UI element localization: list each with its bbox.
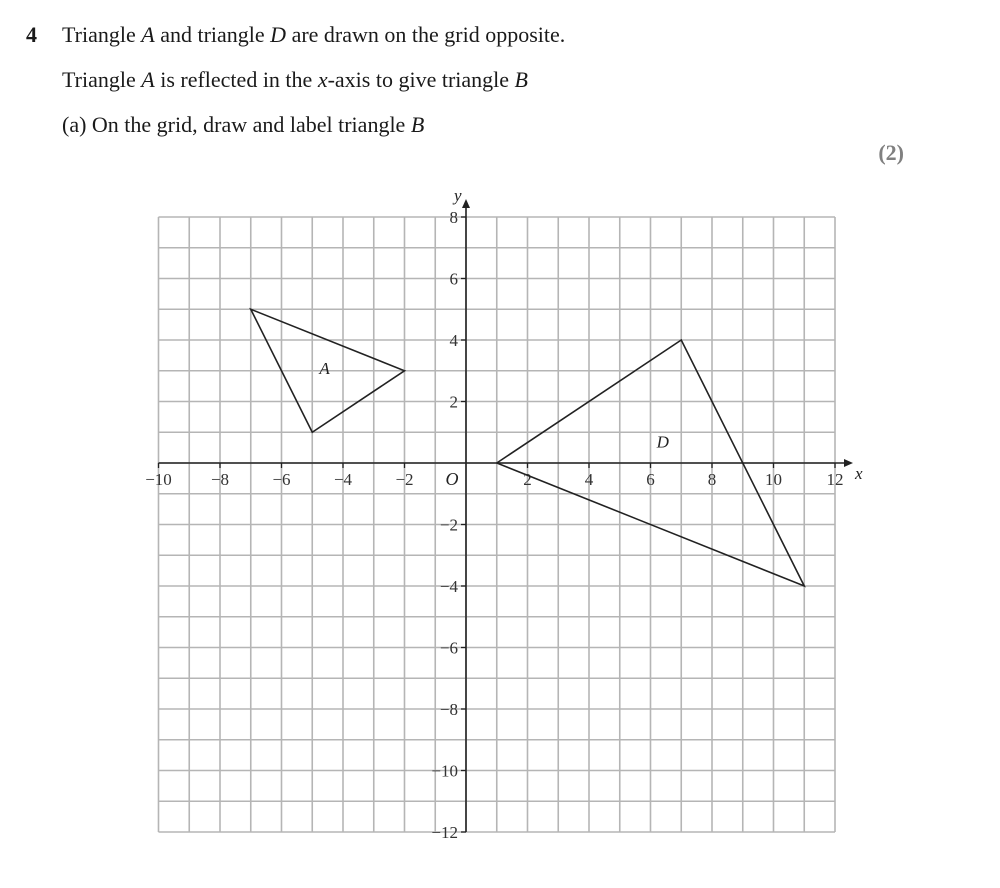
x-tick-label: −10 [145,470,172,489]
x-tick-label: 8 [707,470,717,489]
x-tick-label: 6 [646,470,655,489]
y-axis-arrow-icon [462,199,470,208]
y-tick-label: −8 [439,700,458,719]
y-tick-label: −10 [431,761,458,781]
y-axis-label: y [454,186,462,205]
triangle-a-label: A [319,358,330,378]
x-tick-label: 12 [826,470,844,489]
marks-label: (2) [878,140,904,165]
x-tick-label: 2 [523,470,532,489]
y-tick-label: 4 [449,331,458,350]
x-tick-label: 4 [584,470,594,489]
y-tick-label: −4 [439,577,458,596]
y-tick-label: −2 [439,515,458,535]
y-tick-label: 6 [449,269,458,289]
y-tick-label: −12 [431,823,458,842]
x-tick-label: −4 [333,470,353,489]
x-tick-label: 10 [765,470,782,489]
x-tick-label: −2 [395,470,414,489]
y-tick-label: 2 [449,392,458,412]
question-number: 4 [26,22,37,47]
y-tick-label: −6 [439,638,458,658]
question-part-a: (a) On the grid, draw and label triangle B [62,112,425,137]
x-tick-label: −8 [210,470,230,489]
x-axis-arrow-icon [844,459,853,467]
x-axis-label: x [855,464,863,483]
question-line-1: Triangle A and triangle D are drawn on the grid opposite. [62,22,566,47]
triangle-d-label: D [656,432,669,452]
question-line-2: Triangle A is reflected in the x-axis to give triangle B [62,67,528,92]
x-tick-label: −6 [272,470,291,489]
origin-label: O [445,469,459,489]
y-tick-label: 8 [449,208,458,227]
